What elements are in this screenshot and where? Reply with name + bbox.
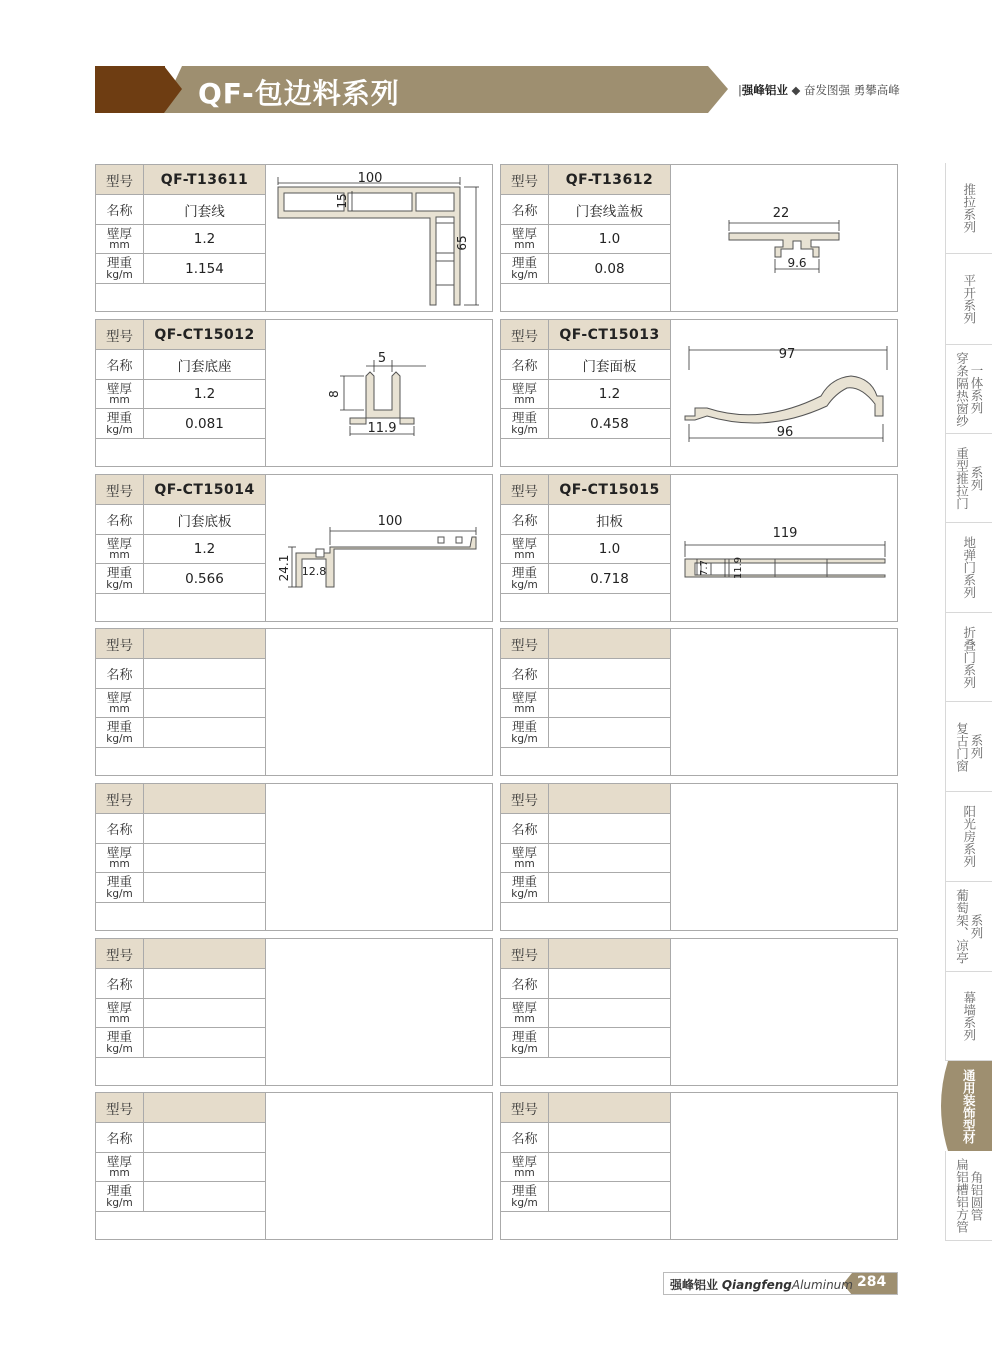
label-name: 名称: [96, 350, 144, 380]
name-value: 门套面板: [549, 350, 671, 380]
label-name: 名称: [96, 195, 144, 225]
sidebar-tab-label: 角铝圆管: [969, 1170, 984, 1221]
weight-value: 0.08: [549, 254, 671, 284]
label-wall: 壁厚 mm: [96, 689, 144, 718]
dimension-label: 96: [776, 425, 794, 440]
label-model: 型号: [96, 475, 144, 505]
diamond-icon: ◆: [791, 83, 801, 97]
dimension-label: 100: [357, 171, 383, 186]
label-name: 名称: [96, 1123, 144, 1153]
thickness-value: 1.0: [549, 225, 671, 254]
sidebar-tab-label: 系列: [969, 465, 984, 491]
dimension-label: 7.7: [699, 560, 710, 576]
weight-value: 0.458: [549, 409, 671, 439]
page-title: QF-包边料系列: [198, 77, 400, 110]
dimension-label: 11.9: [733, 556, 744, 580]
label-name: 名称: [96, 659, 144, 689]
weight-value: 0.718: [549, 564, 671, 594]
label-weight: 理重 kg/m: [96, 718, 144, 748]
dimension-label: 119: [772, 526, 798, 541]
dimension-label: 5: [377, 351, 387, 366]
label-name: 名称: [501, 659, 549, 689]
model-value: QF-CT15012: [144, 320, 266, 350]
weight-value: 0.081: [144, 409, 266, 439]
label-name: 名称: [501, 195, 549, 225]
model-value: QF-CT15013: [549, 320, 671, 350]
dimension-label: 8: [327, 390, 341, 398]
dimension-label: 100: [377, 514, 403, 529]
label-model: 型号: [501, 320, 549, 350]
label-weight: 理重 kg/m: [96, 254, 144, 284]
label-wall: 壁厚 mm: [96, 1153, 144, 1182]
sidebar-tab-label: 系列: [969, 734, 984, 759]
label-name: 名称: [501, 814, 549, 844]
sidebar-tab-label: 地弹门系列: [961, 536, 977, 599]
dimension-label: 9.6: [787, 256, 807, 270]
label-model: 型号: [96, 1093, 144, 1123]
label-model: 型号: [96, 320, 144, 350]
sidebar-tab-label: 系列: [969, 914, 984, 939]
sidebar-tab-label: 平开系列: [961, 274, 977, 324]
label-wall: 壁厚 mm: [501, 535, 549, 564]
label-weight: 理重 kg/m: [96, 409, 144, 439]
model-value: QF-T13611: [144, 165, 266, 195]
label-wall: 壁厚 mm: [501, 225, 549, 254]
sidebar-tab-label: 幕墙系列: [961, 991, 977, 1041]
label-model: 型号: [96, 629, 144, 659]
dimension-label: 65: [455, 235, 469, 251]
label-name: 名称: [501, 1123, 549, 1153]
label-weight: 理重 kg/m: [501, 409, 549, 439]
label-weight: 理重 kg/m: [501, 1182, 549, 1212]
label-wall: 壁厚 mm: [501, 999, 549, 1028]
thickness-value: 1.2: [144, 225, 266, 254]
label-wall: 壁厚 mm: [96, 380, 144, 409]
dimension-label: 22: [772, 206, 790, 221]
label-name: 名称: [96, 814, 144, 844]
label-wall: 壁厚 mm: [96, 225, 144, 254]
label-model: 型号: [501, 939, 549, 969]
sidebar-tab-label: 折叠门系列: [961, 625, 977, 689]
label-wall: 壁厚 mm: [501, 689, 549, 718]
label-weight: 理重 kg/m: [501, 873, 549, 903]
label-model: 型号: [501, 784, 549, 814]
weight-value: 0.566: [144, 564, 266, 594]
dimension-label: 15: [335, 193, 349, 209]
label-name: 名称: [501, 505, 549, 535]
model-value: QF-CT15014: [144, 475, 266, 505]
label-name: 名称: [96, 969, 144, 999]
name-value: 门套线: [144, 195, 266, 225]
page-number: 284: [857, 1274, 887, 1290]
sidebar-tab-label: 扁铝槽铝方管: [954, 1158, 970, 1233]
label-weight: 理重 kg/m: [96, 564, 144, 594]
header-brand: 强峰铝业: [741, 83, 788, 97]
sidebar-tab-label: 通用装饰型材: [961, 1068, 977, 1144]
sidebar-tab-label: 一体系列: [969, 364, 984, 414]
sidebar-tab-label: 复古门窗: [954, 721, 970, 772]
label-wall: 壁厚 mm: [501, 380, 549, 409]
dimension-label: 24.1: [277, 554, 291, 582]
label-weight: 理重 kg/m: [96, 1028, 144, 1058]
sidebar-tab-label: 推拉系列: [961, 183, 977, 233]
header-slogan-text: 奋发图强 勇攀高峰: [804, 83, 900, 97]
label-weight: 理重 kg/m: [501, 564, 549, 594]
dimension-label: 97: [778, 347, 796, 362]
dimension-label: 12.8: [301, 565, 327, 578]
thickness-value: 1.0: [549, 535, 671, 564]
model-value: QF-CT15015: [549, 475, 671, 505]
label-model: 型号: [96, 939, 144, 969]
name-value: 门套底板: [144, 505, 266, 535]
dimension-label: 11.9: [367, 421, 397, 436]
footer-brand: 强峰铝业 QiangfengAluminum: [670, 1278, 853, 1292]
label-name: 名称: [501, 969, 549, 999]
model-value: QF-T13612: [549, 165, 671, 195]
label-name: 名称: [96, 505, 144, 535]
label-model: 型号: [501, 165, 549, 195]
label-wall: 壁厚 mm: [501, 844, 549, 873]
sidebar-tab-label: 穿条隔热窗纱: [954, 351, 970, 427]
label-model: 型号: [501, 1093, 549, 1123]
label-model: 型号: [96, 165, 144, 195]
label-name: 名称: [501, 350, 549, 380]
thickness-value: 1.2: [549, 380, 671, 409]
label-wall: 壁厚 mm: [96, 535, 144, 564]
label-weight: 理重 kg/m: [96, 873, 144, 903]
label-wall: 壁厚 mm: [96, 844, 144, 873]
label-weight: 理重 kg/m: [501, 254, 549, 284]
sidebar-tab-label: 阳光房系列: [961, 805, 977, 868]
weight-value: 1.154: [144, 254, 266, 284]
label-weight: 理重 kg/m: [96, 1182, 144, 1212]
label-wall: 壁厚 mm: [96, 999, 144, 1028]
label-weight: 理重 kg/m: [501, 718, 549, 748]
thickness-value: 1.2: [144, 380, 266, 409]
header-slogan: |强峰铝业 ◆ 奋发图强 勇攀高峰: [738, 83, 900, 97]
sidebar-tab-label: 重型推拉门: [954, 446, 970, 510]
label-model: 型号: [96, 784, 144, 814]
label-model: 型号: [501, 629, 549, 659]
label-wall: 壁厚 mm: [501, 1153, 549, 1182]
thickness-value: 1.2: [144, 535, 266, 564]
sidebar-tab-label: 葡萄架、凉亭: [954, 889, 970, 964]
label-weight: 理重 kg/m: [501, 1028, 549, 1058]
name-value: 门套线盖板: [549, 195, 671, 225]
label-model: 型号: [501, 475, 549, 505]
name-value: 扣板: [549, 505, 671, 535]
name-value: 门套底座: [144, 350, 266, 380]
